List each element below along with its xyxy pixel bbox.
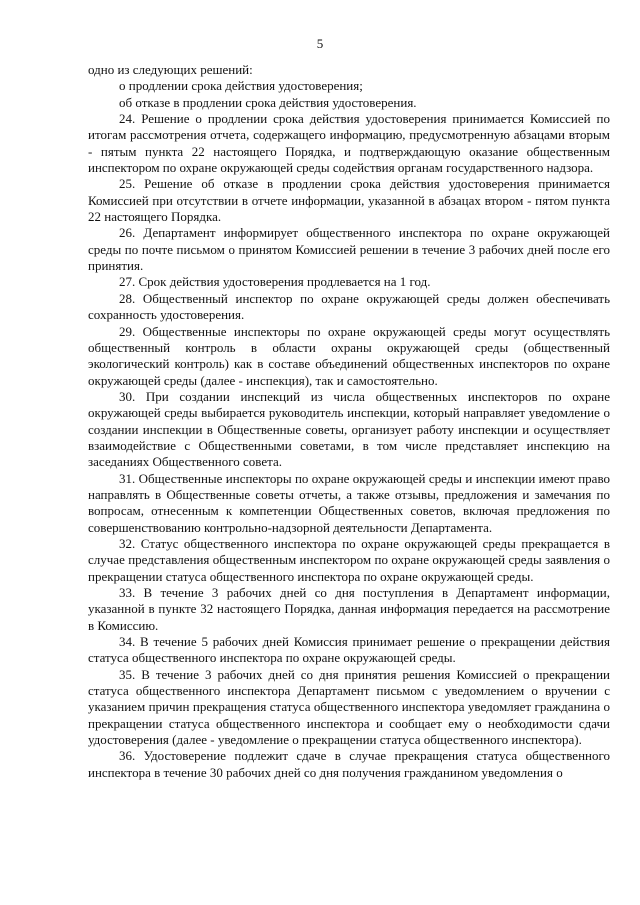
paragraph: 36. Удостоверение подлежит сдаче в случае прекращения статуса общественного инспектора в течение 30 рабочих дней со дня получения гражданином уведомления о xyxy=(88,748,610,780)
paragraph: 32. Статус общественного инспектора по охране окружающей среды прекращается в случае представления общественным инспектором по охране окружающей среды заявления о прекращении статуса общественного инспектора по охране окружающей среды. xyxy=(88,535,610,584)
paragraph: 33. В течение 3 рабочих дней со дня поступления в Департамент информации, указанной в пункте 32 настоящего Порядка, данная информация передается на рассмотрение в Комиссию. xyxy=(88,585,610,633)
paragraph: 26. Департамент информирует общественного инспектора по охране окружающей среды по почте письмом о принятом Комиссией решении в течение 3 рабочих дней после его принятия. xyxy=(88,225,610,274)
paragraph: 35. В течение 3 рабочих дней со дня принятия решения Комиссией о прекращении статуса общественного инспектора Департамент письмом с уведомлением о вручении с указанием причин прекращения статуса общественного инспектора уведомляет гражданина о прекращении статуса общественного инспектора и сообщает ему о необходимости сдачи удостоверения (далее - уведомление о прекращении статуса общественного инспектора). xyxy=(88,666,610,748)
paragraph: об отказе в продлении срока действия удостоверения. xyxy=(119,94,417,110)
paragraph: 27. Срок действия удостоверения продлевается на 1 год. xyxy=(119,274,431,290)
document-body xyxy=(88,62,610,781)
paragraph: 30. При создании инспекций из числа общественных инспекторов по охране окружающей среды выбирается руководитель инспекции, который направляет уведомление о создании инспекции в Общественные советы, организует работу инспекции и осуществляет взаимодействие с Общественными советами, в том числе представляет инспекцию на заседаниях Общественного совета. xyxy=(88,388,610,470)
paragraph: о продлении срока действия удостоверения; xyxy=(119,78,363,94)
paragraph: 31. Общественные инспекторы по охране окружающей среды и инспекции имеют право направлять в Общественные советы отчеты, а также отзывы, предложения и замечания по вопросам, отнесенным к компетенции Общественных советов, включая предложения по совершенствованию контрольно-надзорной деятельности Департамента. xyxy=(88,470,610,535)
paragraph: 29. Общественные инспекторы по охране окружающей среды могут осуществлять общественный контроль в области охраны окружающей среды (общественный экологический контроль) как в составе объединений общественных инспекторов по охране окружающей среды (далее - инспекция), так и самостоятельно. xyxy=(88,323,610,388)
paragraph: 25. Решение об отказе в продлении срока действия удостоверения принимается Комиссией при отсутствии в отчете информации, указанной в абзацах втором - пятом пункта 22 настоящего Порядка. xyxy=(88,176,610,225)
paragraph: 24. Решение о продлении срока действия удостоверения принимается Комиссией по итогам рассмотрения отчета, содержащего информацию, предусмотренную абзацами вторым - пятым пункта 22 настоящего Порядка, и подтверждающую оказание общественным инспектором по охране окружающей среды содействия органам государственного надзора. xyxy=(88,111,610,176)
paragraph: 34. В течение 5 рабочих дней Комиссия принимает решение о прекращении действия статуса общественного инспектора по охране окружающей среды. xyxy=(88,634,610,666)
page-number: 5 xyxy=(316,36,324,51)
paragraph: 28. Общественный инспектор по охране окружающей среды должен обеспечивать сохранность удостоверения. xyxy=(88,290,610,323)
paragraph: одно из следующих решений: xyxy=(88,62,253,77)
